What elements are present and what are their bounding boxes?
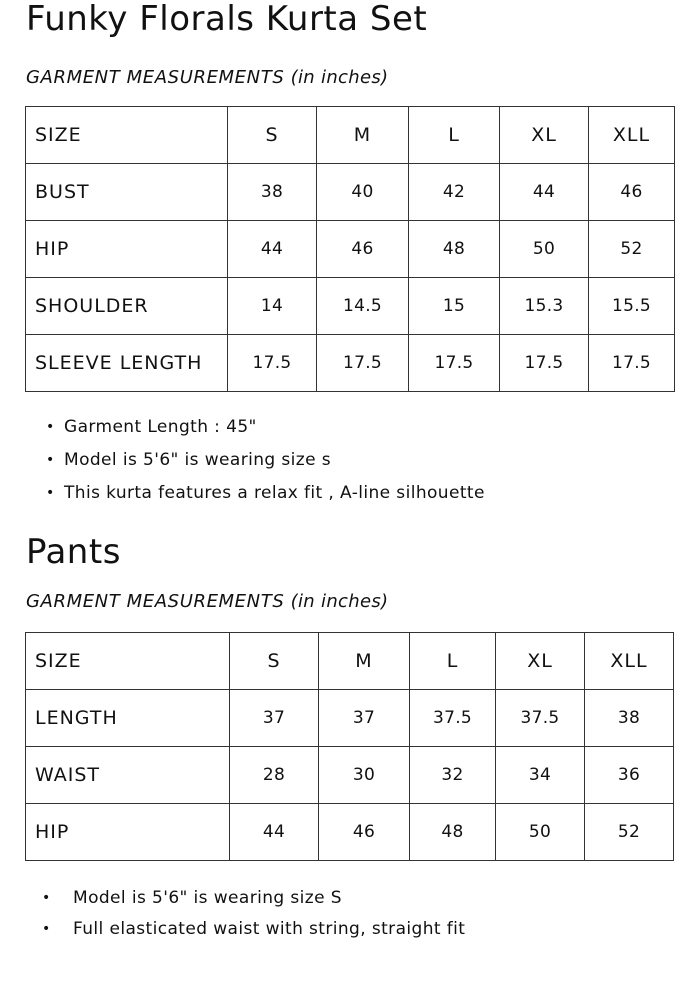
size-column-header: M <box>319 633 410 690</box>
measurement-value-cell: 37.5 <box>410 690 496 747</box>
bullet-icon: • <box>42 890 51 906</box>
note-item <box>46 417 485 450</box>
pants-size-table <box>25 632 674 861</box>
table-header-row <box>26 633 674 690</box>
measurement-value-cell: 32 <box>410 747 496 804</box>
table-row <box>26 804 674 861</box>
size-column-header: S <box>230 633 319 690</box>
size-header-cell: SIZE <box>26 107 228 164</box>
note-item <box>46 450 485 483</box>
measurement-value-cell: 15.5 <box>589 278 675 335</box>
size-column-header: S <box>228 107 317 164</box>
bullet-icon: • <box>46 452 55 468</box>
measurement-value-cell: 30 <box>319 747 410 804</box>
measurement-value-cell: 15.3 <box>500 278 589 335</box>
measurement-value-cell: 14 <box>228 278 317 335</box>
note-text: Model is 5'6" is wearing size s <box>64 450 332 470</box>
measurement-label-cell: HIP <box>26 804 230 861</box>
bullet-icon: • <box>46 419 55 435</box>
table-header-row <box>26 107 675 164</box>
size-column-header: XL <box>500 107 589 164</box>
measurement-value-cell: 37.5 <box>496 690 585 747</box>
measurement-value-cell: 44 <box>500 164 589 221</box>
measurement-value-cell: 50 <box>496 804 585 861</box>
kurta-notes-list <box>46 417 485 516</box>
size-header-cell: SIZE <box>26 633 230 690</box>
kurta-measurements-unit: (in inches) <box>290 67 389 88</box>
measurement-label-cell: SHOULDER <box>26 278 228 335</box>
note-text: Model is 5'6" is wearing size S <box>73 888 342 908</box>
measurement-value-cell: 44 <box>230 804 319 861</box>
measurement-value-cell: 48 <box>410 804 496 861</box>
bullet-icon: • <box>46 485 55 501</box>
pants-title: Pants <box>26 532 121 572</box>
measurement-value-cell: 28 <box>230 747 319 804</box>
pants-measurements-label: GARMENT MEASUREMENTS <box>26 591 285 612</box>
note-text: Full elasticated waist with string, straight fit <box>73 919 466 939</box>
measurement-value-cell: 46 <box>589 164 675 221</box>
measurement-label-cell: HIP <box>26 221 228 278</box>
measurement-value-cell: 37 <box>319 690 410 747</box>
measurement-value-cell: 46 <box>319 804 410 861</box>
measurement-value-cell: 44 <box>228 221 317 278</box>
measurement-label-cell: WAIST <box>26 747 230 804</box>
measurement-value-cell: 17.5 <box>228 335 317 392</box>
note-item <box>46 483 485 516</box>
table-row <box>26 747 674 804</box>
measurement-value-cell: 36 <box>585 747 674 804</box>
measurement-value-cell: 17.5 <box>589 335 675 392</box>
measurement-value-cell: 37 <box>230 690 319 747</box>
measurement-value-cell: 15 <box>409 278 500 335</box>
measurement-value-cell: 14.5 <box>317 278 409 335</box>
pants-notes-list <box>42 888 465 950</box>
note-item <box>42 919 465 950</box>
measurement-value-cell: 42 <box>409 164 500 221</box>
measurement-value-cell: 50 <box>500 221 589 278</box>
size-column-header: M <box>317 107 409 164</box>
note-text: Garment Length : 45" <box>64 417 257 437</box>
note-text: This kurta features a relax fit , A-line silhouette <box>64 483 485 503</box>
measurement-value-cell: 52 <box>589 221 675 278</box>
table-row <box>26 221 675 278</box>
size-column-header: L <box>409 107 500 164</box>
size-column-header: L <box>410 633 496 690</box>
measurement-value-cell: 40 <box>317 164 409 221</box>
kurta-size-table <box>25 106 675 392</box>
measurement-value-cell: 17.5 <box>317 335 409 392</box>
kurta-title: Funky Florals Kurta Set <box>26 0 428 39</box>
measurement-label-cell: SLEEVE LENGTH <box>26 335 228 392</box>
measurement-value-cell: 34 <box>496 747 585 804</box>
measurement-value-cell: 17.5 <box>409 335 500 392</box>
table-row <box>26 335 675 392</box>
measurement-value-cell: 17.5 <box>500 335 589 392</box>
measurement-value-cell: 38 <box>228 164 317 221</box>
kurta-measurements-heading <box>26 69 388 87</box>
size-column-header: XLL <box>585 633 674 690</box>
measurement-value-cell: 48 <box>409 221 500 278</box>
measurement-value-cell: 46 <box>317 221 409 278</box>
kurta-measurements-label: GARMENT MEASUREMENTS <box>26 67 285 88</box>
measurement-label-cell: LENGTH <box>26 690 230 747</box>
measurement-label-cell: BUST <box>26 164 228 221</box>
table-row <box>26 278 675 335</box>
measurement-value-cell: 38 <box>585 690 674 747</box>
note-item <box>42 888 465 919</box>
table-row <box>26 164 675 221</box>
size-column-header: XLL <box>589 107 675 164</box>
pants-measurements-unit: (in inches) <box>290 591 389 612</box>
bullet-icon: • <box>42 921 51 937</box>
pants-measurements-heading <box>26 593 388 611</box>
size-column-header: XL <box>496 633 585 690</box>
measurement-value-cell: 52 <box>585 804 674 861</box>
table-row <box>26 690 674 747</box>
